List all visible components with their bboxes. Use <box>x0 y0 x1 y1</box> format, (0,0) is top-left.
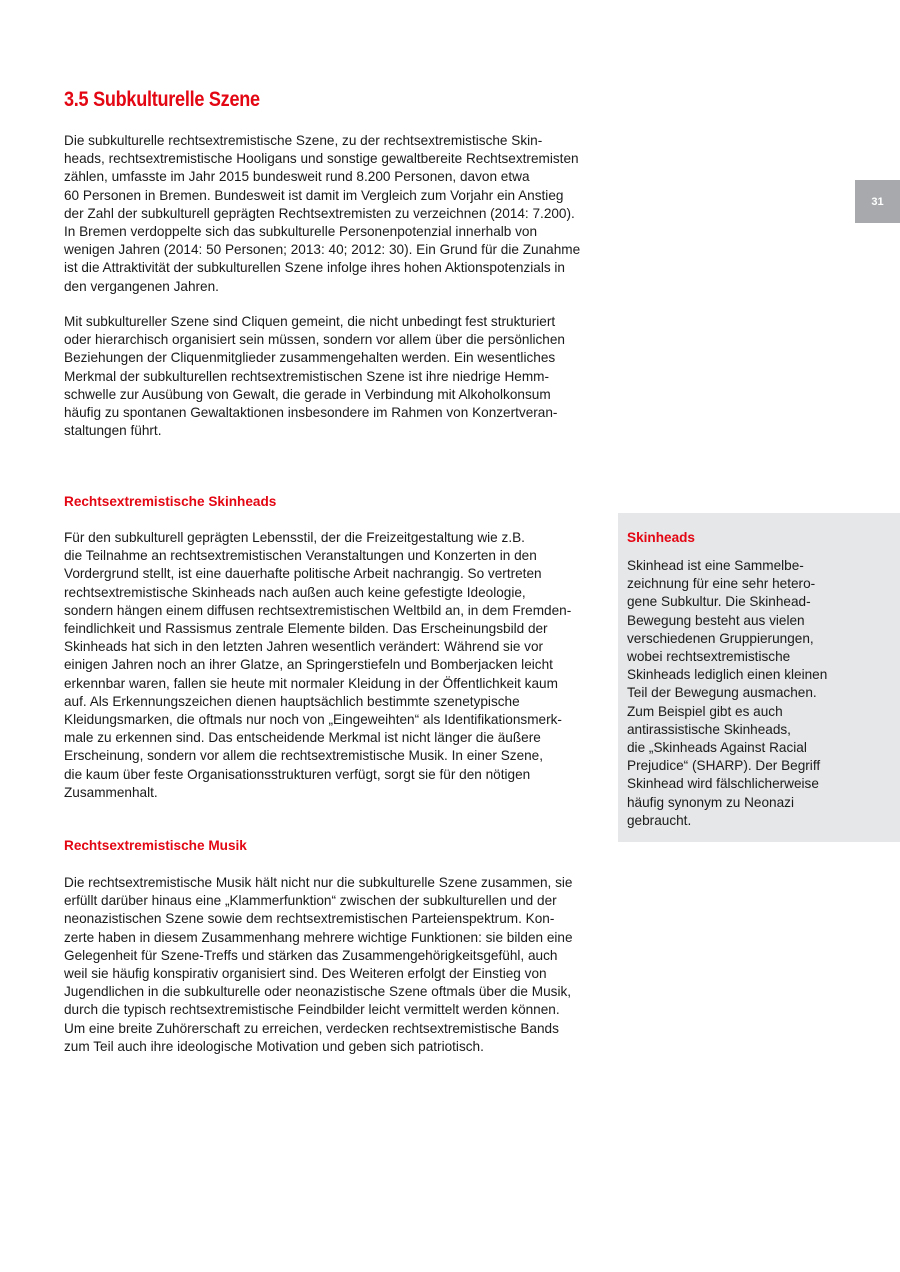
sidebar-title: Skinheads <box>627 530 695 545</box>
paragraph-musik: Die rechtsextremistische Musik hält nicht nur die subkulturelle Szene zusammen, sie erfüllt darüber hinaus eine „Klammerfunktion“ zwischen der subkulturellen und der neonazistischen Szene sowie dem rechtsextremistischen Parteienspektrum. Kon- zerte haben in diesem Zusammenhang mehrere wichtige Funktionen: sie bilden eine Gelegenheit für Szene-Treffs und stärken das Zusammengehörigkeitsgefühl, auch weil sie häufig konspirativ organisiert sind. Des Weiteren erfolgt der Einstieg von Jugendlichen in die subkulturelle oder neonazistische Szene oftmals über die Musik, durch die typisch rechtsextremistische Feindbilder leicht vermittelt werden können. Um eine breite Zuhörerschaft zu erreichen, verdecken rechtsextremistische Bands zum Teil auch ihre ideologische Motivation und geben sich patriotisch. <box>64 875 573 1054</box>
paragraph-intro: Die subkulturelle rechtsextremistische Szene, zu der rechtsextremistische Skin- heads, rechtsextremistische Hooligans und sonstige gewaltbereite Rechtsextremisten zählen, umfasste im Jahr 2015 bundesweit rund 8.200 Personen, davon etwa 60 Personen in Bremen. Bundesweit ist damit im Vergleich zum Vorjahr ein Anstieg der Zahl der subkulturell geprägten Rechtsextremisten zu verzeichnen (2014: 7.200). In Bremen verdoppelte sich das subkulturelle Personenpotenzial innerhalb von wenigen Jahren (2014: 50 Personen; 2013: 40; 2012: 30). Ein Grund für die Zunahme ist die Attraktivität der subkulturellen Szene infolge ihres hohen Aktionspotenzials in den vergangenen Jahren. <box>64 133 581 294</box>
section-title: 3.5 Subkulturelle Szene <box>64 88 260 111</box>
page-number: 31 <box>871 195 884 208</box>
subheading-musik: Rechtsextremistische Musik <box>64 838 247 853</box>
paragraph-skinheads: Für den subkulturell geprägten Lebensstil, der die Freizeitgestaltung wie z.B. die Teilnahme an rechtsextremistischen Veranstaltungen und Konzerten in den Vordergrund stellt, ist eine dauerhafte politische Arbeit nachrangig. So vertreten rechtsextremistische Skinheads nach außen auch keine gefestigte Ideologie, sondern hängen einem diffusen rechtsextremistischen Weltbild an, in dem Fremden- feindlichkeit und Rassismus zentrale Elemente bilden. Das Erscheinungsbild der Skinheads hat sich in den letzten Jahren wesentlich verändert: Während sie vor einigen Jahren noch an ihrer Glatze, an Springerstiefeln und Bomberjacken leicht erkennbar waren, fallen sie heute mit normaler Kleidung in der Öffentlichkeit kaum auf. Als Erkennungszeichen dienen hauptsächlich bestimmte szenetypische Kleidungsmarken, die oftmals nur noch von „Eingeweihten“ als Identifikationsmerk- male zu erkennen sind. Das entscheidende Merkmal ist nicht länger die äußere Erscheinung, sondern vor allem die rechtsextremistische Musik. In einer Szene, die kaum über feste Organisationsstrukturen verfügt, sorgt sie für den nötigen Zusammenhalt. <box>64 530 572 800</box>
page-number-tab <box>855 180 900 223</box>
sidebar-box-skinheads <box>618 513 900 842</box>
paragraph-cliquen: Mit subkultureller Szene sind Cliquen gemeint, die nicht unbedingt fest strukturiert oder hierarchisch organisiert sein müssen, sondern vor allem über die persönlichen Beziehungen der Cliquenmitglieder zusammengehalten werden. Ein wesentliches Merkmal der subkulturellen rechtsextremistischen Szene ist ihre niedrige Hemm- schwelle zur Ausübung von Gewalt, die gerade in Verbindung mit Alkoholkonsum häufig zu spontanen Gewaltaktionen insbesondere im Rahmen von Konzertveran- staltungen führt. <box>64 314 565 439</box>
subheading-skinheads: Rechtsextremistische Skinheads <box>64 494 277 509</box>
sidebar-text: Skinhead ist eine Sammelbe- zeichnung für eine sehr hetero- gene Subkultur. Die Skinhead- Bewegung besteht aus vielen verschiedenen Gruppierungen, wobei rechtsextremistische Skinheads lediglich einen kleinen Teil der Bewegung ausmachen. Zum Beispiel gibt es auch antirassistische Skinheads, die „Skinheads Against Racial Prejudice“ (SHARP). Der Begriff Skinhead wird fälschlicherweise häufig synonym zu Neonazi gebraucht. <box>627 558 828 828</box>
